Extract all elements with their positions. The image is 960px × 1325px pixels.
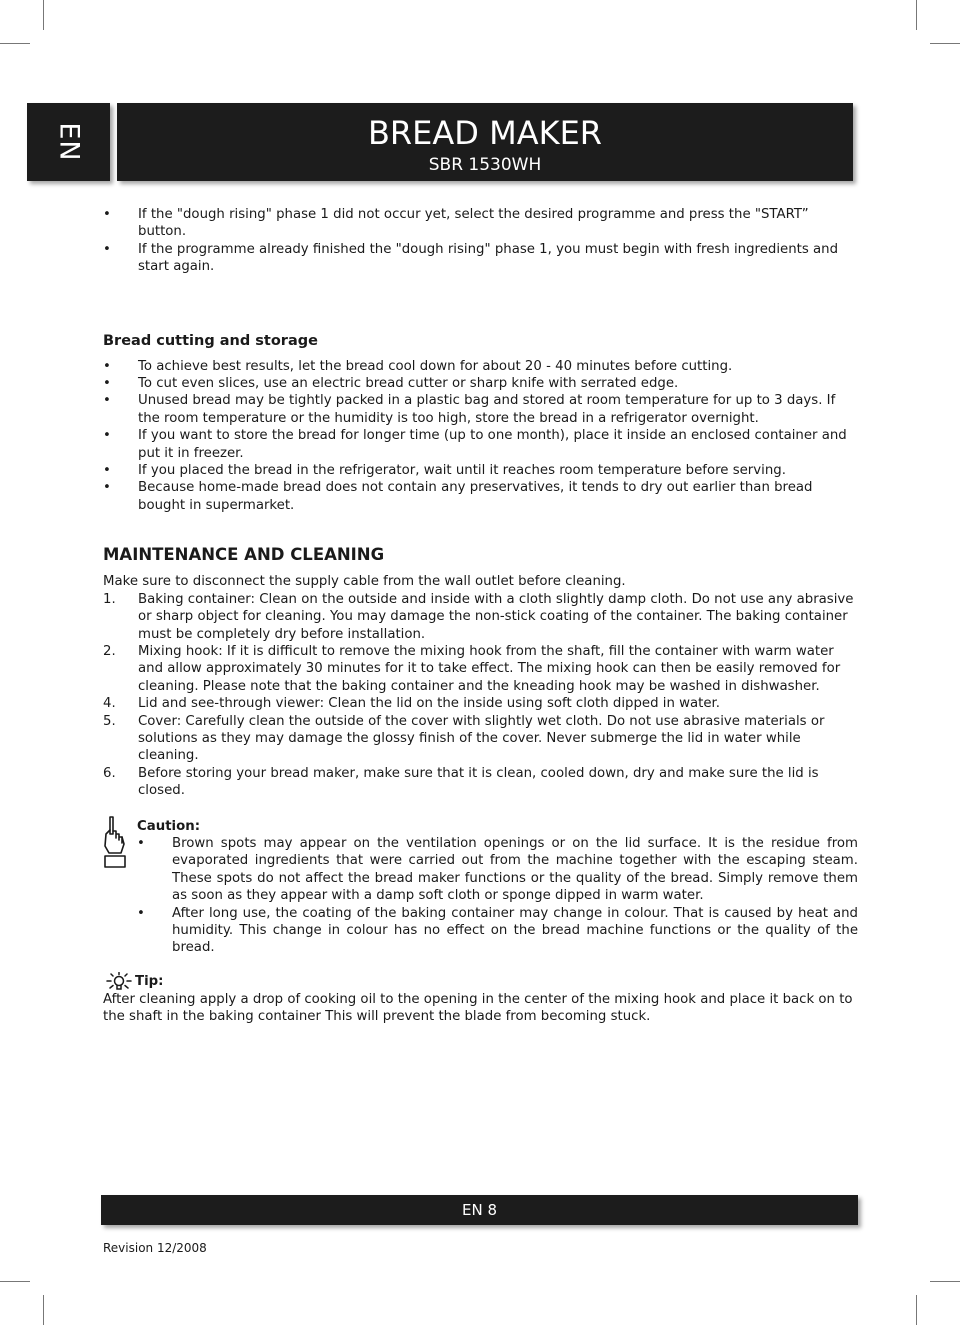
list-item: • Unused bread may be tightly packed in a plastic bag and stored at room temperature for up to 3 days. If the room temperature or the humidity is too high, store the bread in a refrigerator overnight.	[103, 392, 858, 427]
list-item: • To achieve best results, let the bread cool down for about 20 - 40 minutes before cutting.	[103, 358, 858, 375]
caution-label: Caution:	[137, 818, 201, 834]
storage-heading: Bread cutting and storage	[103, 332, 318, 349]
crop-mark	[43, 0, 44, 30]
crop-mark	[930, 43, 960, 44]
maintenance-intro: Make sure to disconnect the supply cable from the wall outlet before cleaning.	[103, 574, 626, 590]
crop-mark	[916, 1295, 917, 1325]
crop-mark	[43, 1295, 44, 1325]
list-item: • If the "dough rising" phase 1 did not occur yet, select the desired programme and press the "START” button.	[103, 206, 858, 241]
crop-mark	[0, 43, 30, 44]
caution-block	[103, 818, 858, 957]
maintenance-list	[103, 591, 858, 800]
list-item: • Because home-made bread does not contain any preservatives, it tends to dry out earlier than bread bought in supermarket.	[103, 479, 858, 514]
list-item: 5. Cover: Carefully clean the outside of the cover with slightly wet cloth. Do not use abrasive materials or solutions as they may damage the glossy finish of the cover. Never submerge the lid in water while cleaning.	[103, 713, 825, 764]
list-item: 4. Lid and see-through viewer: Clean the lid on the inside using soft cloth dipped in water.	[103, 696, 721, 712]
maintenance-heading: MAINTENANCE AND CLEANING	[103, 545, 385, 565]
list-item: • To cut even slices, use an electric bread cutter or sharp knife with serrated edge.	[103, 375, 858, 392]
tip-text: After cleaning apply a drop of cooking oil to the opening in the center of the mixing hook and place it back on to the shaft in the baking container This will prevent the blade from becoming stuck.	[103, 991, 853, 1025]
tip-label: Tip:	[135, 974, 164, 990]
list-item: 1. Baking container: Clean on the outside and inside with a cloth slightly damp cloth. Do not use any abrasive or sharp object for cleaning. You may damage the non-stick coating of the container. The baking container must be completely dry before installation.	[103, 591, 854, 642]
page-number-bar	[101, 1195, 858, 1225]
crop-mark	[916, 0, 917, 30]
intro-list	[103, 206, 858, 276]
list-item: 2. Mixing hook: If it is difficult to remove the mixing hook from the shaft, fill the container with warm water and allow approximately 30 minutes for it to take effect. The mixing hook can then be easily removed for cleaning. Please note that the baking container and the kneading hook may be washed in dishwasher.	[103, 643, 841, 694]
list-item: 6. Before storing your bread maker, make sure that it is clean, cooled down, dry and make sure the lid is closed.	[103, 765, 819, 799]
caution-list	[137, 835, 858, 957]
crop-mark	[930, 1281, 960, 1282]
list-item: • If you want to store the bread for longer time (up to one month), place it inside an enclosed container and put it in freezer.	[103, 427, 858, 462]
language-tab	[27, 103, 110, 181]
revision-text: Revision 12/2008	[103, 1241, 207, 1255]
list-item: • After long use, the coating of the baking container may change in colour. That is caused by heat and humidity. This change in colour has no effect on the bread machine functions or the quality of the bread.	[137, 905, 858, 957]
list-item: • If the programme already finished the "dough rising" phase 1, you must begin with fresh ingredients and start again.	[103, 241, 858, 276]
crop-mark	[0, 1281, 30, 1282]
language-label: EN	[53, 122, 84, 162]
page-number: EN 8	[461, 1201, 497, 1219]
list-item: • Brown spots may appear on the ventilation openings or on the lid surface. It is the residue from evaporated ingredients that were carried out from the machine together with the escaping steam. These spots do not affect the bread maker functions or the quality of the bread. Simply remove them as soon as they appear with a damp soft cloth or sponge dipped in warm water.	[137, 835, 858, 905]
header-banner	[117, 103, 853, 181]
document-title: BREAD MAKER	[367, 114, 603, 152]
tip-heading-row	[103, 972, 858, 991]
storage-list	[103, 358, 858, 515]
light-bulb-icon	[103, 972, 135, 991]
pointing-hand-icon	[101, 816, 131, 868]
list-item: • If you placed the bread in the refrigerator, wait until it reaches room temperature before serving.	[103, 462, 858, 479]
page-content	[103, 206, 858, 1026]
model-number: SBR 1530WH	[428, 155, 542, 175]
